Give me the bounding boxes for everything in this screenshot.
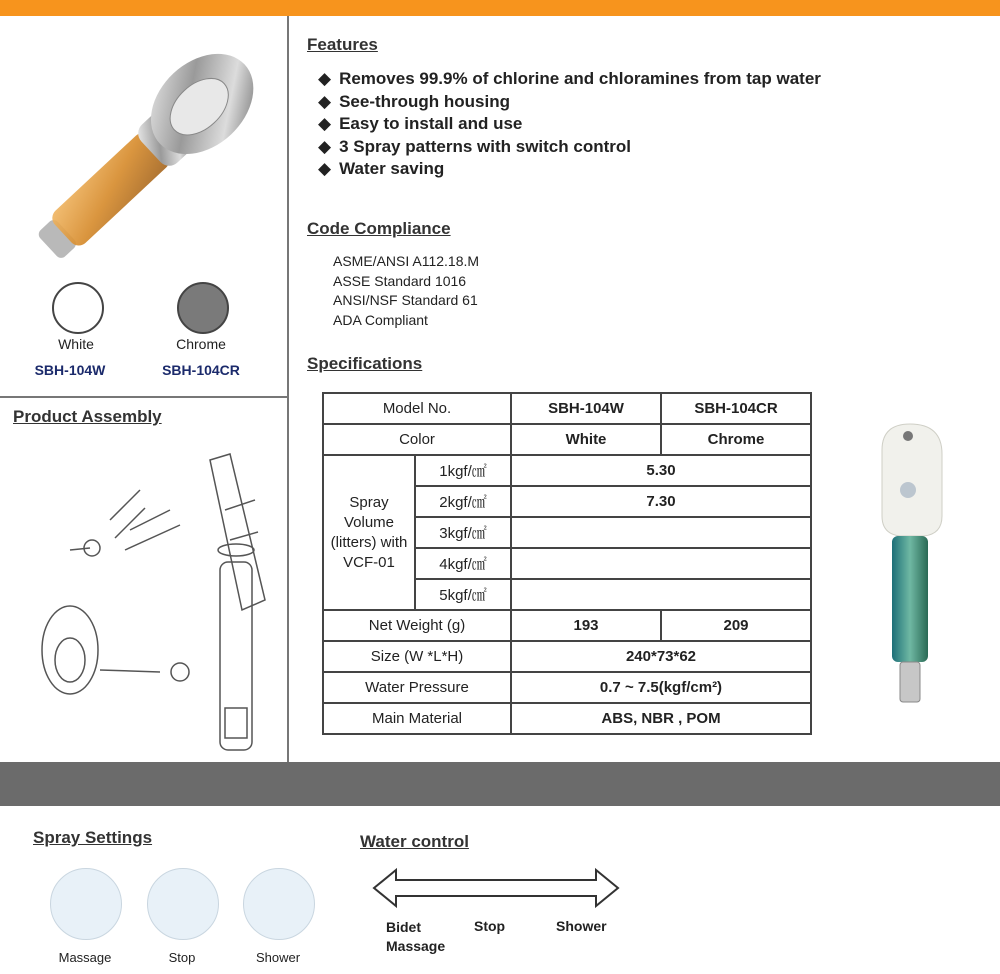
feature-item: ◆ 3 Spray patterns with switch control (318, 136, 821, 159)
net-weight-w: 193 (511, 610, 661, 641)
chrome-swatch (177, 282, 229, 334)
water-control-left-label: Bidet Massage (386, 919, 446, 954)
model-cr-cell: SBH-104CR (661, 393, 811, 424)
compliance-item: ASME/ANSI A112.18.M (333, 253, 480, 269)
stop-mode-icon (147, 868, 219, 940)
water-control-heading: Water control (360, 832, 469, 851)
feature-item: ◆ Removes 99.9% of chlorine and chloramines from tap water (318, 68, 821, 91)
pressure-4-label: 4kgf/㎠ (415, 548, 511, 579)
pressure-3-label: 3kgf/㎠ (415, 517, 511, 548)
shower-mode-icon (243, 868, 315, 940)
white-swatch (52, 282, 104, 334)
chrome-swatch-label: Chrome (176, 336, 226, 352)
net-weight-cr: 209 (661, 610, 811, 641)
features-heading: Features (307, 35, 378, 54)
compliance-list (333, 252, 479, 330)
main-material-label: Main Material (323, 703, 511, 734)
water-control-right-label: Shower (556, 918, 607, 934)
pressure-4-value (511, 548, 811, 579)
spray-settings-heading: Spray Settings (33, 828, 153, 847)
pressure-5-label: 5kgf/㎠ (415, 579, 511, 610)
pressure-2-value: 7.30 (511, 486, 811, 517)
pressure-2-label: 2kgf/㎠ (415, 486, 511, 517)
size-value: 240*73*62 (511, 641, 811, 672)
pressure-1-label: 1kgf/㎠ (415, 455, 511, 486)
massage-mode-icon (50, 868, 122, 940)
model-no-label: Model No. (323, 393, 511, 424)
size-label: Size (W *L*H) (323, 641, 511, 672)
code-compliance-heading: Code Compliance (307, 219, 451, 238)
spray-volume-label: Spray Volume (litters) with VCF-01 (323, 455, 415, 610)
feature-item: ◆ Easy to install and use (318, 113, 821, 136)
shower-mode-label: Shower (255, 950, 301, 965)
column-divider (287, 16, 289, 762)
compliance-item: ADA Compliant (333, 311, 428, 328)
pressure-1-value: 5.30 (511, 455, 811, 486)
feature-item: ◆ Water saving (318, 158, 821, 181)
pressure-5-value (511, 579, 811, 610)
net-weight-label: Net Weight (g) (323, 610, 511, 641)
white-shower-head-image (872, 420, 956, 710)
color-w-cell: White (511, 424, 661, 455)
model-w-cell: SBH-104W (511, 393, 661, 424)
white-model-label: SBH-104W (34, 362, 106, 378)
double-arrow-icon (372, 866, 620, 910)
stop-mode-label: Stop (168, 950, 196, 965)
compliance-item: ANSI/NSF Standard 61 (333, 292, 478, 308)
color-cr-cell: Chrome (661, 424, 811, 455)
massage-mode-label: Massage (58, 950, 112, 965)
section-band (0, 762, 1000, 806)
white-swatch-label: White (58, 336, 94, 352)
features-list (318, 68, 821, 181)
pressure-3-value (511, 517, 811, 548)
water-pressure-value: 0.7 ~ 7.5(kgf/cm²) (511, 672, 811, 703)
specifications-table (322, 392, 812, 735)
top-accent-bar (0, 0, 1000, 16)
chrome-model-label: SBH-104CR (162, 362, 240, 378)
main-material-value: ABS, NBR , POM (511, 703, 811, 734)
water-control-middle-label: Stop (474, 918, 506, 934)
water-pressure-label: Water Pressure (323, 672, 511, 703)
product-assembly-heading: Product Assembly (13, 407, 162, 426)
chrome-shower-head-image (5, 40, 285, 270)
left-section-divider (0, 396, 288, 398)
feature-item: ◆ See-through housing (318, 91, 821, 114)
color-label: Color (323, 424, 511, 455)
specifications-heading: Specifications (307, 354, 423, 373)
compliance-item: ASSE Standard 1016 (333, 272, 467, 289)
exploded-assembly-diagram (30, 450, 280, 755)
